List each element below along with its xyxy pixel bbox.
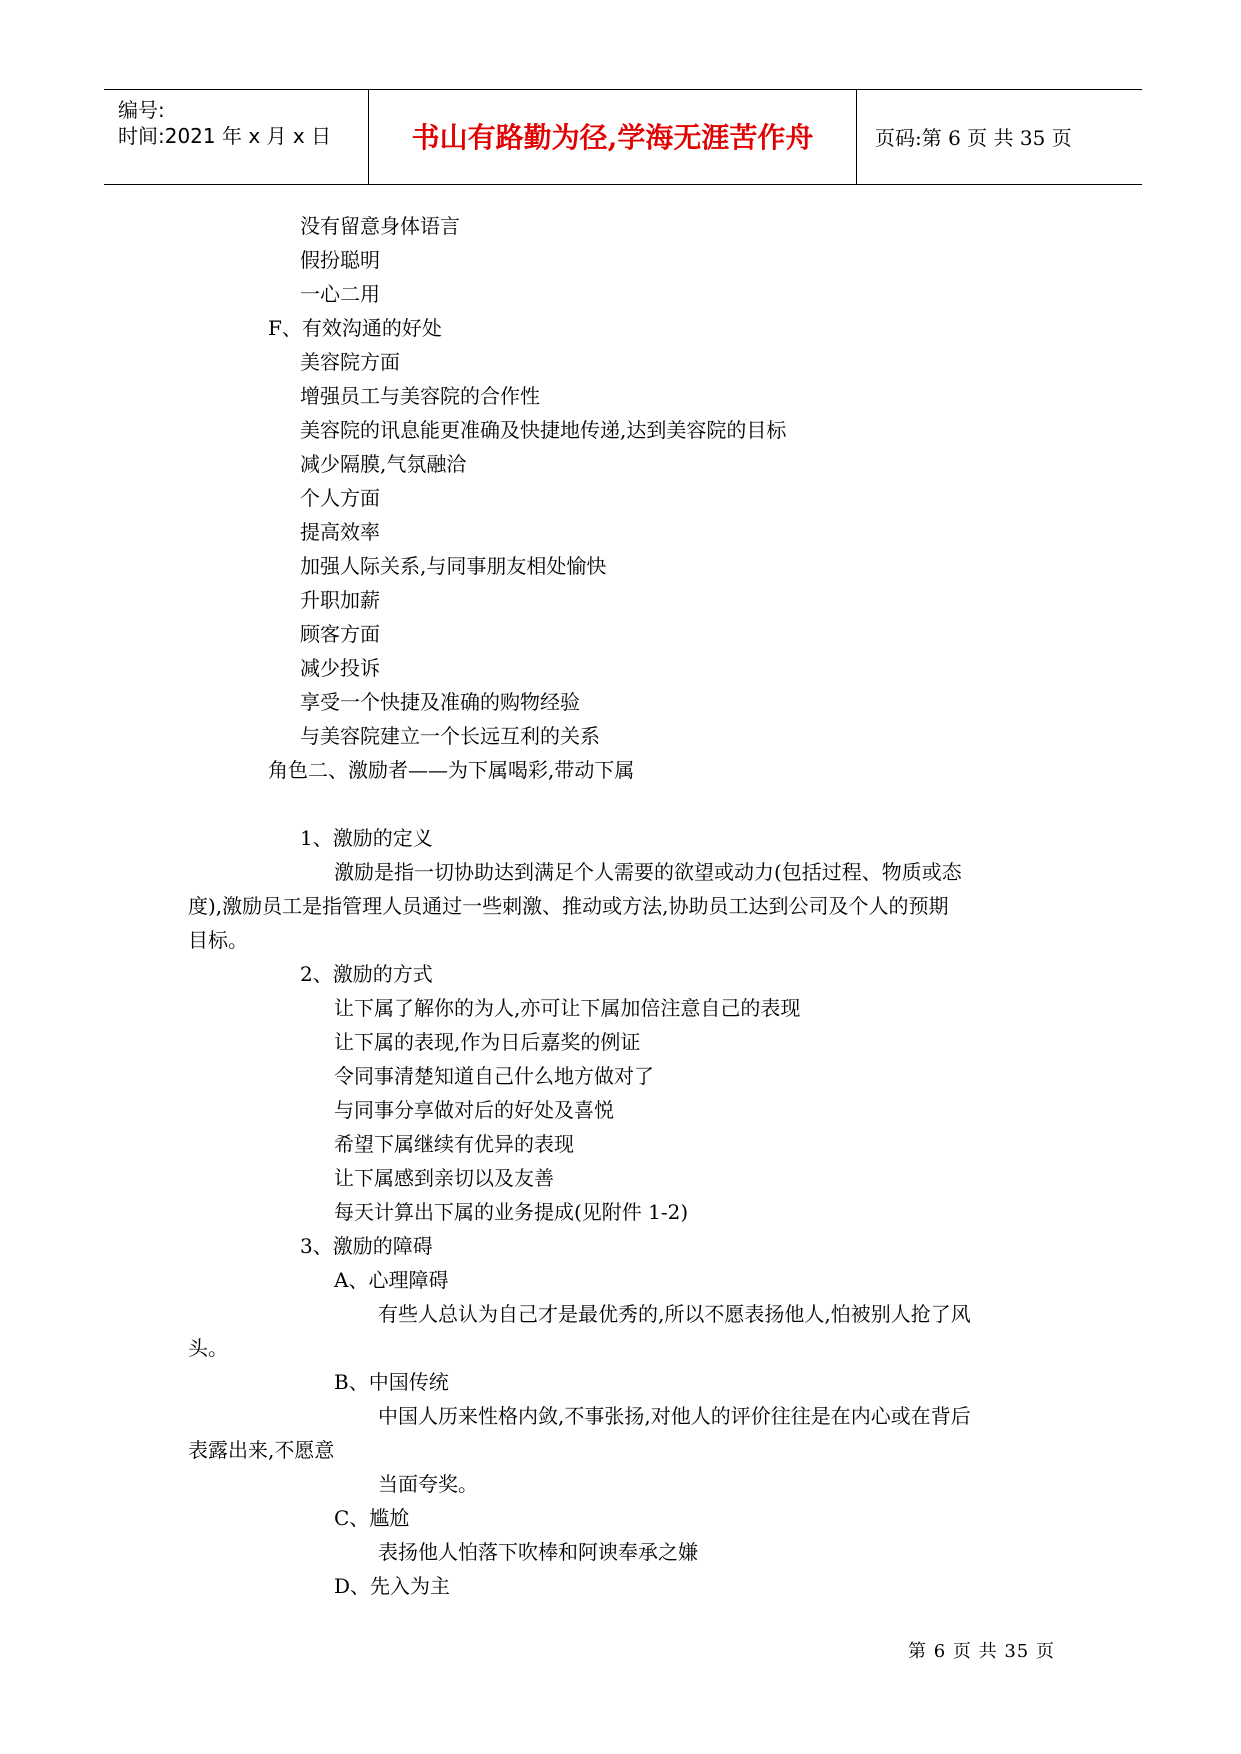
text-line: 目标。 xyxy=(188,928,248,952)
text-line: 个人方面 xyxy=(300,486,380,510)
text-line: 中国人历来性格内敛,不事张扬,对他人的评价往往是在内心或在背后 xyxy=(378,1404,971,1428)
text-line: 让下属了解你的为人,亦可让下属加倍注意自己的表现 xyxy=(334,996,801,1020)
text-line: 加强人际关系,与同事朋友相处愉快 xyxy=(300,554,607,578)
text-line: 减少隔膜,气氛融洽 xyxy=(300,452,467,476)
subsection-heading: D、先入为主 xyxy=(334,1574,451,1598)
text-line: 让下属感到亲切以及友善 xyxy=(334,1166,554,1190)
text-line: 享受一个快捷及准确的购物经验 xyxy=(300,690,580,714)
header-motto: 书山有路勤为径,学海无涯苦作舟 xyxy=(411,121,814,154)
text-line: 有些人总认为自己才是最优秀的,所以不愿表扬他人,怕被别人抢了风 xyxy=(378,1302,971,1326)
subsection-heading: C、尴尬 xyxy=(334,1506,410,1530)
text-line: 表露出来,不愿意 xyxy=(188,1438,335,1462)
text-line: 让下属的表现,作为日后嘉奖的例证 xyxy=(334,1030,641,1054)
text-line: 减少投诉 xyxy=(300,656,380,680)
text-line: 头。 xyxy=(188,1336,228,1360)
text-line: 希望下属继续有优异的表现 xyxy=(334,1132,574,1156)
text-line: 每天计算出下属的业务提成(见附件 1-2) xyxy=(334,1200,689,1224)
text-line: 当面夸奖。 xyxy=(378,1472,478,1496)
text-line: 激励是指一切协助达到满足个人需要的欲望或动力(包括过程、物质或态 xyxy=(334,860,962,884)
text-line: 与美容院建立一个长远互利的关系 xyxy=(300,724,600,748)
text-line: 增强员工与美容院的合作性 xyxy=(300,384,540,408)
text-line: 度),激励员工是指管理人员通过一些刺激、推动或方法,协助员工达到公司及个人的预期 xyxy=(188,894,949,918)
section-heading: F、有效沟通的好处 xyxy=(268,316,442,340)
section-heading: 2、激励的方式 xyxy=(300,962,433,986)
time-label: 时间:2021 年 x 月 x 日 xyxy=(118,124,332,148)
section-heading: 1、激励的定义 xyxy=(300,826,433,850)
text-line: 一心二用 xyxy=(300,282,380,306)
text-line: 表扬他人怕落下吹棒和阿谀奉承之嫌 xyxy=(378,1540,698,1564)
text-line: 令同事清楚知道自己什么地方做对了 xyxy=(334,1064,654,1088)
header-page-info: 页码:第 6 页 共 35 页 xyxy=(875,126,1072,150)
text-line: 没有留意身体语言 xyxy=(300,214,460,238)
text-line: 顾客方面 xyxy=(300,622,380,646)
text-line: 升职加薪 xyxy=(300,588,380,612)
number-label: 编号: xyxy=(118,98,165,122)
text-line: 提高效率 xyxy=(300,520,380,544)
text-line: 与同事分享做对后的好处及喜悦 xyxy=(334,1098,614,1122)
subsection-heading: B、中国传统 xyxy=(334,1370,449,1394)
text-line: 美容院的讯息能更准确及快捷地传递,达到美容院的目标 xyxy=(300,418,787,442)
text-line: 美容院方面 xyxy=(300,350,400,374)
role-heading: 角色二、激励者——为下属喝彩,带动下属 xyxy=(268,758,635,782)
text-line: 假扮聪明 xyxy=(300,248,380,272)
subsection-heading: A、心理障碍 xyxy=(334,1268,449,1292)
page-footer: 第 6 页 共 35 页 xyxy=(908,1641,1055,1662)
section-heading: 3、激励的障碍 xyxy=(300,1234,433,1258)
